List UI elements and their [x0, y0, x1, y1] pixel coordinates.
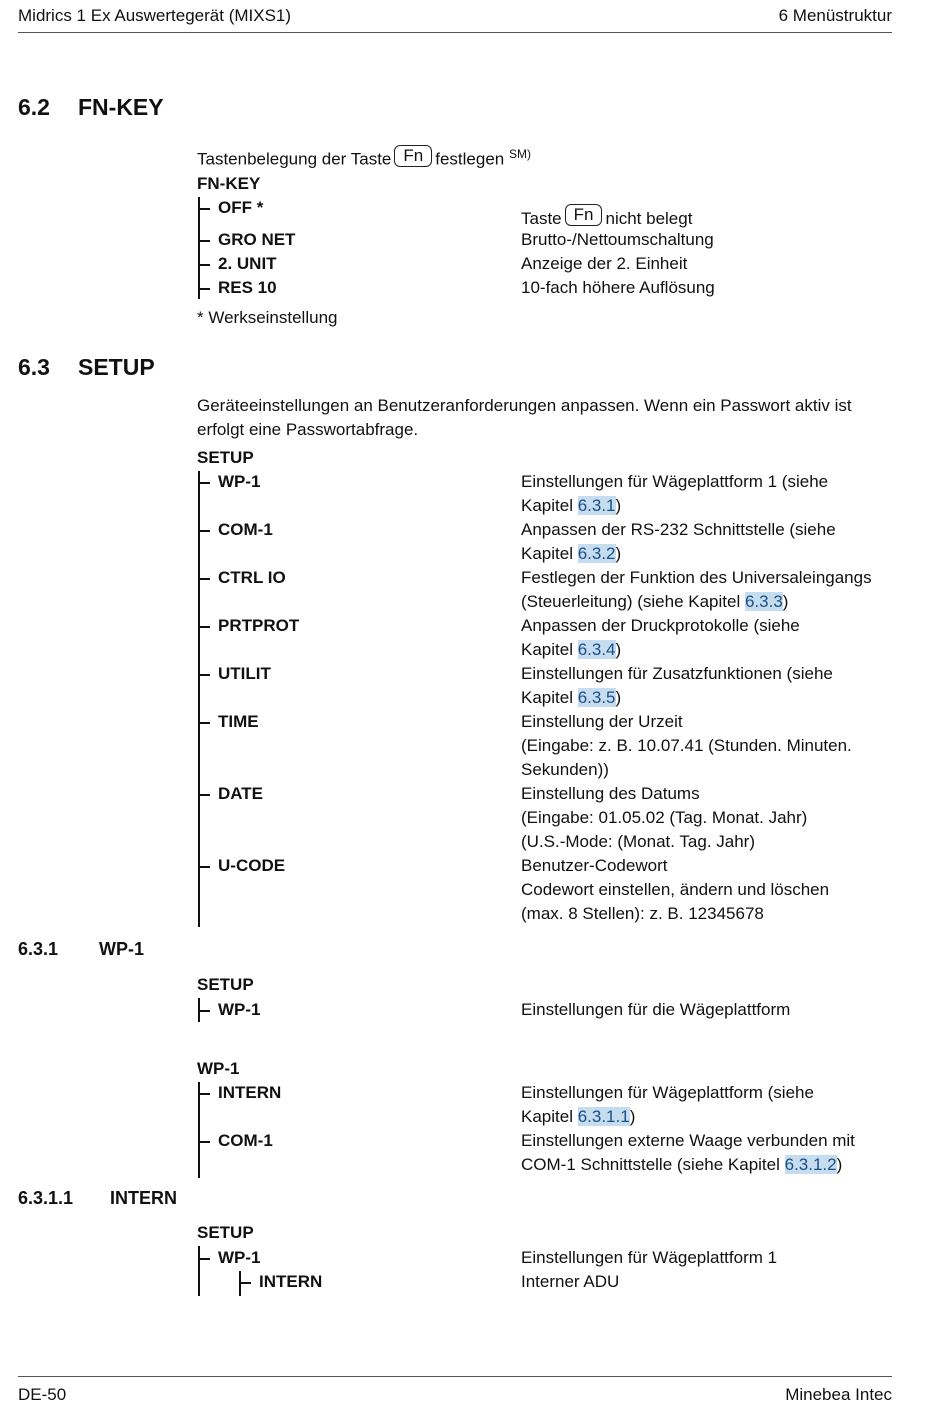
desc-line: (max. 8 Stellen): z. B. 12345678 — [521, 904, 764, 923]
page-header — [18, 6, 892, 33]
desc-line — [521, 1105, 814, 1129]
tree-root: FN-KEY — [197, 174, 261, 193]
section-title: SETUP — [78, 354, 155, 380]
tree-branch — [198, 1141, 210, 1143]
desc-line — [521, 638, 800, 662]
desc-text: Kapitel — [521, 544, 578, 563]
menu-item-desc: 10-fach höhere Auflösung — [521, 278, 715, 297]
tree-line — [198, 1246, 200, 1296]
menu-item: GRO NET — [218, 230, 296, 249]
menu-item-desc — [521, 710, 852, 782]
tree-branch — [198, 208, 210, 210]
setup-intro-line: Geräteeinstellungen an Benutzeranforderungen anpassen. Wenn ein Passwort aktiv ist — [197, 396, 852, 415]
chapter-link[interactable]: 6.3.1.1 — [577, 1107, 630, 1126]
desc-line: Festlegen der Funktion des Universaleingangs — [521, 568, 872, 587]
tree-branch — [198, 626, 210, 628]
menu-item: PRTPROT — [218, 616, 300, 635]
tree-branch — [198, 1093, 210, 1095]
desc-text: ) — [782, 592, 789, 611]
desc-text: Kapitel — [521, 496, 578, 515]
desc-line: (Eingabe: z. B. 10.07.41 (Stunden. Minuten. — [521, 736, 852, 755]
subsection-title: INTERN — [110, 1188, 177, 1208]
tree-branch — [198, 1010, 210, 1012]
menu-item: COM-1 — [218, 1131, 273, 1150]
superscript: SM) — [508, 147, 531, 161]
chapter-link[interactable]: 6.3.1 — [577, 496, 616, 515]
desc-text: Kapitel — [521, 688, 578, 707]
desc-text: Taste — [521, 209, 562, 228]
tree-root: WP-1 — [197, 1059, 240, 1078]
tree-branch — [198, 794, 210, 796]
menu-subitem: INTERN — [259, 1272, 323, 1291]
menu-item: OFF * — [218, 198, 264, 217]
menu-item: WP-1 — [218, 472, 261, 491]
desc-line — [521, 1153, 855, 1177]
menu-item: WP-1 — [218, 1248, 261, 1267]
desc-line — [521, 494, 828, 518]
desc-line: Einstellungen für Wägeplattform (siehe — [521, 1083, 814, 1102]
section-number: 6.3 — [18, 354, 50, 380]
menu-item: U-CODE — [218, 856, 286, 875]
tree-line — [198, 471, 200, 927]
tree-branch — [198, 240, 210, 242]
chapter-title: 6 Menüstruktur — [778, 6, 892, 25]
tree-branch — [198, 866, 210, 868]
menu-item: RES 10 — [218, 278, 277, 297]
tree-branch — [198, 722, 210, 724]
setup-intro-line: erfolgt eine Passwortabfrage. — [197, 420, 419, 439]
desc-line: Einstellungen für Wägeplattform 1 (siehe — [521, 472, 829, 491]
menu-item: CTRL IO — [218, 568, 286, 587]
section-title: FN-KEY — [78, 94, 164, 120]
tree-branch — [198, 578, 210, 580]
menu-item: COM-1 — [218, 520, 273, 539]
desc-line: Sekunden)) — [521, 760, 609, 779]
menu-item-desc — [521, 470, 828, 518]
chapter-link[interactable]: 6.3.3 — [744, 592, 783, 611]
menu-item-desc: Brutto-/Nettoumschaltung — [521, 230, 714, 249]
menu-item-desc — [521, 1129, 855, 1177]
intro-text: festlegen — [435, 149, 505, 169]
desc-text: ) — [615, 688, 622, 707]
page-number: DE-50 — [18, 1385, 67, 1404]
menu-item: DATE — [218, 784, 264, 803]
chapter-link[interactable]: 6.3.1.2 — [784, 1155, 837, 1174]
tree-branch — [198, 264, 210, 266]
desc-line: Anpassen der Druckprotokolle (siehe — [521, 616, 800, 635]
tree-branch — [198, 674, 210, 676]
subsection-number: 6.3.1 — [18, 939, 59, 959]
tree-branch — [239, 1282, 251, 1284]
intro-text: Tastenbelegung der Taste — [197, 149, 392, 169]
chapter-link[interactable]: 6.3.5 — [577, 688, 616, 707]
tree-root: SETUP — [197, 448, 254, 467]
desc-line: Einstellungen externe Waage verbunden mit — [521, 1131, 855, 1150]
desc-text: ) — [615, 544, 622, 563]
menu-item: INTERN — [218, 1083, 282, 1102]
menu-item-desc — [521, 204, 692, 231]
menu-item-desc — [521, 518, 836, 566]
document-title: Midrics 1 Ex Auswertegerät (MIXS1) — [18, 6, 292, 25]
subsection-number: 6.3.1.1 — [18, 1188, 74, 1208]
tree-branch — [198, 530, 210, 532]
desc-text: ) — [629, 1107, 636, 1126]
desc-text: COM-1 Schnittstelle (siehe Kapitel — [521, 1155, 785, 1174]
fn-key-symbol: Fn — [565, 204, 603, 226]
desc-line — [521, 686, 833, 710]
menu-item-desc — [521, 614, 800, 662]
menu-item-desc — [521, 854, 829, 926]
chapter-link[interactable]: 6.3.2 — [577, 544, 616, 563]
desc-line — [521, 542, 836, 566]
subsection-title: WP-1 — [99, 939, 144, 959]
desc-line: Codewort einstellen, ändern und löschen — [521, 880, 830, 899]
menu-item-desc — [521, 1081, 814, 1129]
fnkey-intro — [197, 142, 531, 172]
tree-root: SETUP — [197, 975, 254, 994]
menu-item-desc: Einstellungen für Wägeplattform 1 — [521, 1248, 778, 1267]
menu-item: TIME — [218, 712, 259, 731]
desc-text: ) — [615, 496, 622, 515]
desc-line: Benutzer-Codewort — [521, 856, 668, 875]
tree-root: SETUP — [197, 1223, 254, 1242]
menu-item-desc: Anzeige der 2. Einheit — [521, 254, 688, 273]
tree-branch — [198, 1258, 210, 1260]
desc-line: (Eingabe: 01.05.02 (Tag. Monat. Jahr) — [521, 808, 808, 827]
menu-item-desc — [521, 662, 833, 710]
desc-text: ) — [615, 640, 622, 659]
desc-line: (U.S.-Mode: (Monat. Tag. Jahr) — [521, 832, 755, 851]
menu-item: UTILIT — [218, 664, 271, 683]
desc-line: Einstellungen für Zusatzfunktionen (siehe — [521, 664, 833, 683]
desc-line: Einstellung des Datums — [521, 784, 700, 803]
chapter-link[interactable]: 6.3.4 — [577, 640, 616, 659]
tree-branch — [198, 288, 210, 290]
menu-item-desc: Interner ADU — [521, 1272, 620, 1291]
company-name: Minebea Intec — [785, 1385, 892, 1404]
desc-line: Einstellung der Urzeit — [521, 712, 683, 731]
desc-text: ) — [836, 1155, 843, 1174]
desc-text: Kapitel — [521, 1107, 578, 1126]
fn-key-symbol: Fn — [394, 145, 432, 167]
desc-text: nicht belegt — [605, 209, 693, 228]
section-number: 6.2 — [18, 94, 50, 120]
menu-item-desc — [521, 566, 872, 614]
footnote: * Werkseinstellung — [197, 308, 338, 327]
menu-item: 2. UNIT — [218, 254, 277, 273]
tree-line — [198, 197, 200, 299]
desc-text: Kapitel — [521, 640, 578, 659]
tree-line — [198, 1082, 200, 1178]
desc-line: Anpassen der RS-232 Schnittstelle (siehe — [521, 520, 836, 539]
page-footer — [18, 1376, 892, 1409]
menu-item-desc: Einstellungen für die Wägeplattform — [521, 1000, 791, 1019]
tree-branch — [198, 482, 210, 484]
desc-text: (Steuerleitung) (siehe Kapitel — [521, 592, 745, 611]
menu-item: WP-1 — [218, 1000, 261, 1019]
desc-line — [521, 590, 872, 614]
menu-item-desc — [521, 782, 807, 854]
